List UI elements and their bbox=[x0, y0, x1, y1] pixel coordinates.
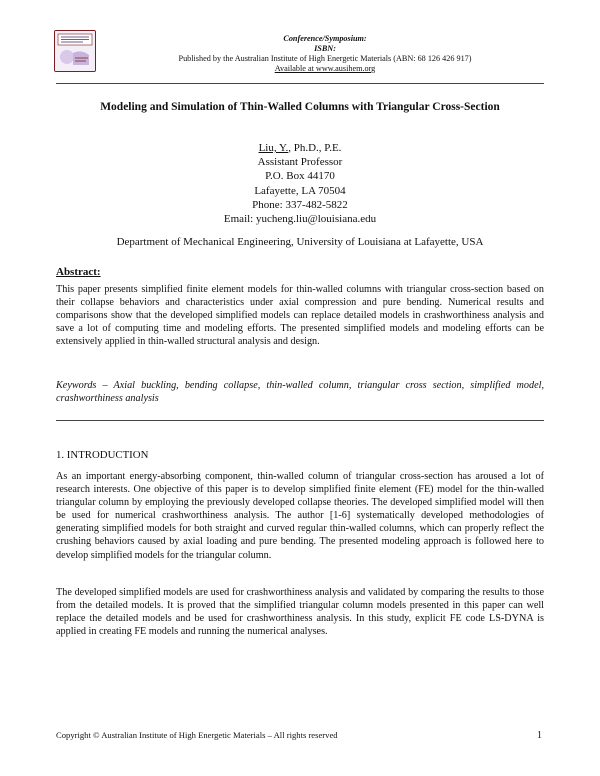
paper-title: Modeling and Simulation of Thin-Walled Columns with Triangular Cross-Section bbox=[100, 101, 500, 113]
author-email: Email: yucheng.liu@louisiana.edu bbox=[223, 213, 377, 226]
section-divider bbox=[56, 420, 544, 421]
abstract-heading: Abstract: bbox=[56, 266, 101, 278]
abstract-text: This paper presents simplified finite element models for thin-walled columns with triangular cross-section based on their collapse behaviors and characteristics under axial compression and pure bending. Numerical results and comparisons show that the developed simplified models can replace detailed models in crashworthiness analysis and save a lot of computing time and modeling efforts. The presented simplified models and modeling efforts can be extensively applied in thin-walled structural analysis and design. bbox=[56, 284, 544, 348]
header-divider bbox=[56, 83, 544, 84]
isbn-label: ISBN: bbox=[314, 44, 336, 53]
author-name: Liu, Y. bbox=[258, 142, 289, 154]
author-po-box: P.O. Box 44170 bbox=[265, 170, 335, 183]
author-phone: Phone: 337-482-5822 bbox=[252, 198, 348, 211]
introduction-heading: 1. INTRODUCTION bbox=[56, 449, 149, 461]
publication-header bbox=[110, 34, 540, 74]
author-credentials: , Ph.D., P.E. bbox=[288, 142, 342, 154]
institute-logo bbox=[54, 30, 96, 72]
page-number: 1 bbox=[537, 730, 542, 741]
author-city: Lafayette, LA 70504 bbox=[254, 184, 346, 197]
introduction-paragraph-1: As an important energy-absorbing component, thin-walled column of triangular cross-section has aroused a lot of research interests. One objective of this paper is to develop simplified finite element (FE) model for the thin-walled triangular column by employing the previously developed collapse theories. The developed simplified model will then be used for numerical crashworthiness analysis. The author [1-6] systematically developed methodologies of generating simplified models for both straight and curved regular thin-walled columns, which can properly reflect the crushing behaviors caused by axial loading and pure bending. The presented modeling approach is followed here to develop simplified models for the triangular column. bbox=[56, 471, 544, 561]
author-line bbox=[56, 141, 544, 155]
footer-copyright: Copyright © Australian Institute of High Energetic Materials – All rights reserved bbox=[56, 730, 338, 740]
author-block bbox=[56, 141, 544, 226]
author-position: Assistant Professor bbox=[257, 156, 343, 169]
publisher-line: Published by the Australian Institute of High Energetic Materials (ABN: 68 126 426 917) bbox=[178, 54, 472, 63]
introduction-paragraph-2: The developed simplified models are used for crashworthiness analysis and validated by comparing the results to those from the detailed models. It is proved that the simplified triangular column models presented in this paper can well replace the detailed models and be used for crashworthiness analysis. In this study, explicit FE code LS-DYNA is applied in creating FE models and running the numerical analyses. bbox=[56, 587, 544, 638]
availability-link[interactable]: Available at www.ausihem.org bbox=[274, 64, 376, 73]
conference-label: Conference/Symposium: bbox=[283, 34, 367, 43]
department-affiliation: Department of Mechanical Engineering, University of Louisiana at Lafayette, USA bbox=[116, 236, 484, 248]
keywords-text: Keywords – Axial buckling, bending collapse, thin-walled column, triangular cross section, simplified model, crashworthiness analysis bbox=[56, 380, 544, 405]
logo-emblem-icon bbox=[55, 31, 95, 71]
